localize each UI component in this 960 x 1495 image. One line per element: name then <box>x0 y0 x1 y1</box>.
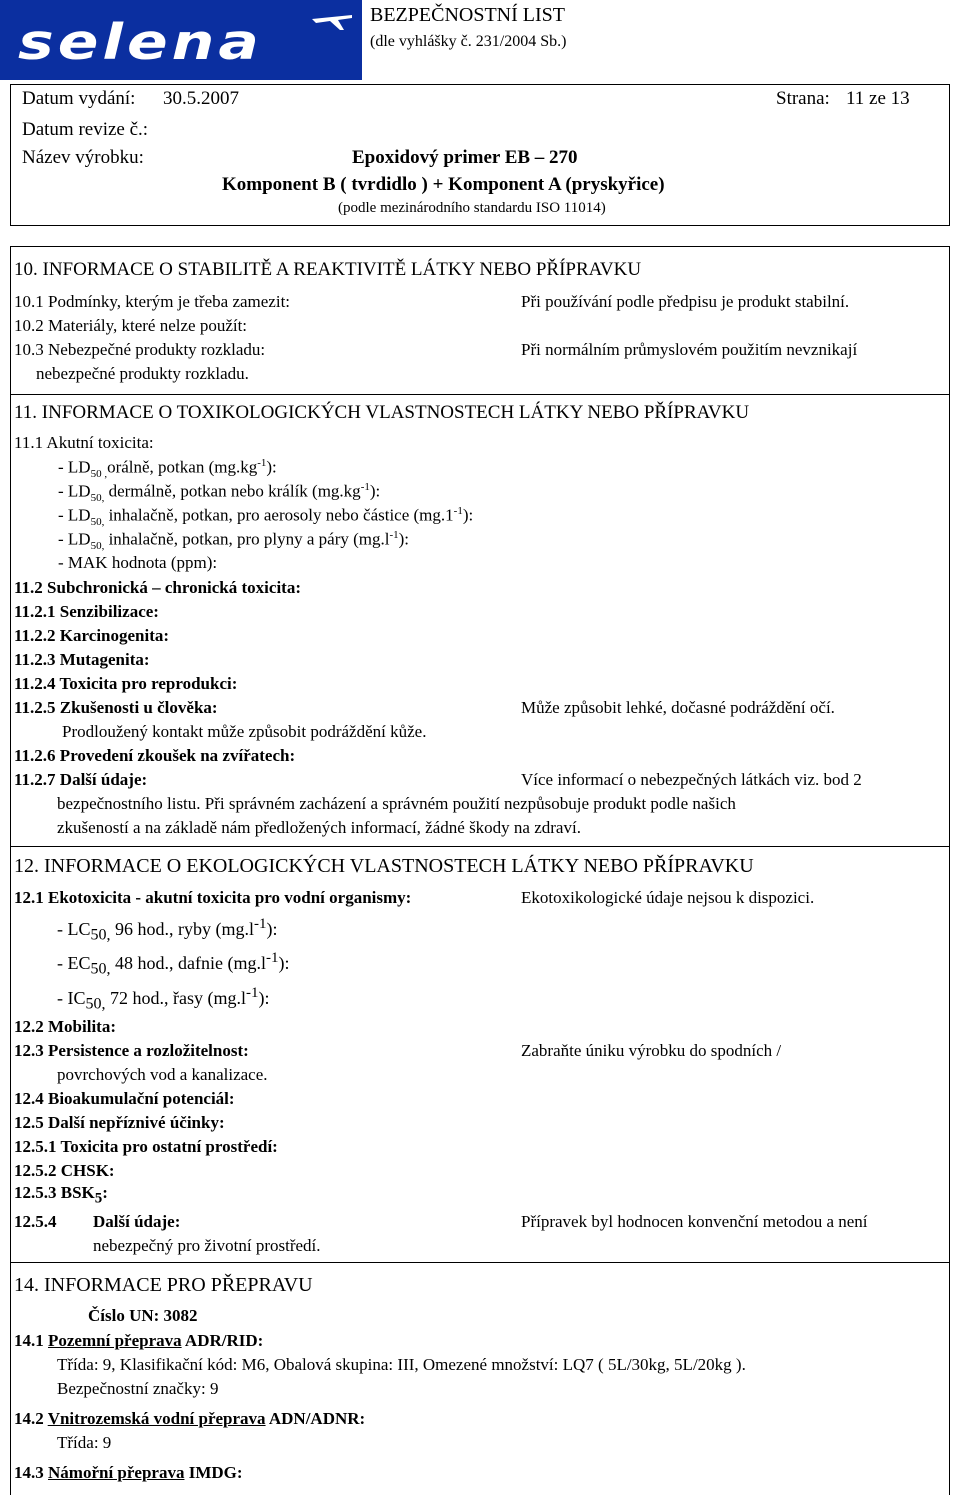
s11-2-5-continuation: Prodloužený kontakt může způsobit podráždění kůže. <box>62 722 427 741</box>
s12-4-label: 12.4 Bioakumulační potenciál: <box>14 1089 235 1108</box>
s14-3-number: 14.3 <box>14 1463 44 1482</box>
divider <box>10 394 950 395</box>
s10-1-value: Při používání podle předpisu je produkt stabilní. <box>521 292 850 311</box>
inland-standard: ADN/ADNR: <box>268 1409 366 1428</box>
ld-inh-aer-text: inhalačně, potkan, pro aerosoly nebo částice (mg.1 <box>108 505 454 525</box>
ic-subscript: 50, <box>85 995 106 1013</box>
road-standard: ADR/RID: <box>184 1331 264 1350</box>
s10-3-label: 10.3 Nebezpečné produkty rozkladu: <box>14 340 266 359</box>
closing: ): <box>258 988 270 1008</box>
exponent: -1 <box>389 529 399 541</box>
s12-2-label: 12.2 Mobilita: <box>14 1017 116 1036</box>
section-12-heading: 12. INFORMACE O EKOLOGICKÝCH VLASTNOSTECH LÁTKY NEBO PŘÍPRAVKU <box>14 855 754 877</box>
divider <box>10 1262 950 1263</box>
ld-dermal-text: dermálně, potkan nebo králík (mg.kg <box>108 481 361 501</box>
sea-standard: IMDG: <box>188 1463 243 1482</box>
closing: ): <box>278 953 290 973</box>
road-transport-link: Pozemní přeprava <box>48 1331 182 1350</box>
closing: ): <box>266 919 278 939</box>
ld-prefix: - LD <box>58 529 91 549</box>
s11-2-2-label: 11.2.2 Karcinogenita: <box>14 626 170 645</box>
ic50-row <box>57 985 269 1014</box>
s10-1-label: 10.1 Podmínky, kterým je třeba zamezit: <box>14 292 291 311</box>
sea-transport-link: Námořní přeprava <box>48 1463 185 1482</box>
s11-2-7-cont-2: zkušeností a na základě nám předložených informací, žádné škody na zdraví. <box>57 818 581 837</box>
exponent: -1 <box>453 505 463 517</box>
page-label: Strana: <box>776 88 830 109</box>
ld-prefix: - LD <box>58 457 91 477</box>
ic-prefix: - IC <box>57 988 86 1008</box>
issue-date: 30.5.2007 <box>163 88 239 109</box>
company-logo <box>0 0 362 80</box>
s11-2-4-label: 11.2.4 Toxicita pro reprodukci: <box>14 674 238 693</box>
s11-2-3-label: 11.2.3 Mutagenita: <box>14 650 150 669</box>
ld-prefix: - LD <box>58 505 91 525</box>
ld-subscript: 50, <box>90 540 105 553</box>
s12-5-4-continuation: nebezpečný pro životní prostředí. <box>93 1236 321 1255</box>
lc-text: 96 hod., ryby (mg.l <box>115 919 254 939</box>
bsk-prefix: 12.5.3 BSK <box>14 1183 95 1202</box>
s12-3-value: Zabraňte úniku výrobku do spodních / <box>521 1041 782 1060</box>
airplane-icon <box>310 6 354 32</box>
ld50-inhalation-aerosol <box>58 505 473 528</box>
mak-value: - MAK hodnota (ppm): <box>58 553 218 572</box>
bsk-colon: : <box>102 1183 108 1202</box>
ld-subscript: 50, <box>90 492 105 505</box>
ec50-row <box>57 950 289 979</box>
closing: ): <box>462 505 474 525</box>
road-detail: Třída: 9, Klasifikační kód: M6, Obalová skupina: III, Omezené množství: LQ7 ( 5L/30kg, 5L/20kg ). <box>57 1355 746 1374</box>
s12-5-2-label: 12.5.2 CHSK: <box>14 1161 115 1180</box>
section-11-heading: 11. INFORMACE O TOXIKOLOGICKÝCH VLASTNOSTECH LÁTKY NEBO PŘÍPRAVKU <box>14 402 750 423</box>
s12-5-4-value: Přípravek byl hodnocen konvenční metodou a není <box>521 1212 868 1231</box>
document-subtitle: (dle vyhlášky č. 231/2004 Sb.) <box>370 33 567 50</box>
ld50-oral <box>58 457 277 480</box>
ld-inh-gas-text: inhalačně, potkan, pro plyny a páry (mg.l <box>108 529 390 549</box>
lc-prefix: - LC <box>57 919 91 939</box>
s10-2-label: 10.2 Materiály, které nelze použít: <box>14 316 248 335</box>
ic-text: 72 hod., řasy (mg.l <box>110 988 246 1008</box>
s12-3-continuation: povrchových vod a kanalizace. <box>57 1065 268 1084</box>
closing: ): <box>369 481 381 501</box>
lc-subscript: 50, <box>90 926 111 944</box>
s14-3-label <box>14 1463 243 1483</box>
ec-subscript: 50, <box>90 960 111 978</box>
s11-2-6-label: 11.2.6 Provedení zkoušek na zvířatech: <box>14 746 296 765</box>
s11-2-7-label: 11.2.7 Další údaje: <box>14 770 148 789</box>
s14-2-number: 14.2 <box>14 1409 44 1428</box>
s12-5-4-label: Další údaje: <box>93 1212 181 1231</box>
s11-2-5-label: 11.2.5 Zkušenosti u člověka: <box>14 698 218 717</box>
s11-2-5-value: Může způsobit lehké, dočasné podráždění očí. <box>521 698 835 717</box>
s14-1-number: 14.1 <box>14 1331 44 1350</box>
s11-2-label: 11.2 Subchronická – chronická toxicita: <box>14 578 301 597</box>
ld-subscript: 50 , <box>90 468 108 481</box>
inland-transport-link: Vnitrozemská vodní přeprava <box>47 1409 266 1428</box>
un-number: Číslo UN: 3082 <box>88 1306 198 1325</box>
s14-2-label <box>14 1409 365 1429</box>
logo-wordmark: selena <box>18 14 263 72</box>
closing: ): <box>266 457 277 477</box>
s11-1-label: 11.1 Akutní toxicita: <box>14 433 154 452</box>
section-14-heading: 14. INFORMACE PRO PŘEPRAVU <box>14 1274 313 1296</box>
ld50-inhalation-gas <box>58 529 409 552</box>
ld-oral-text: orálně, potkan (mg.kg <box>107 457 258 477</box>
document-title: BEZPEČNOSTNÍ LIST <box>370 4 565 26</box>
ld-prefix: - LD <box>58 481 91 501</box>
bsk-subscript: 5 <box>94 1190 103 1207</box>
s11-2-7-cont-1: bezpečnostního listu. Při správném zacházení a správném použití nezpůsobuje produkt podle našich <box>57 794 736 813</box>
s10-3-value: Při normálním průmyslovém použitím nevznikají <box>521 340 858 359</box>
inland-class: Třída: 9 <box>57 1433 112 1452</box>
product-name: Epoxidový primer EB – 270 <box>352 147 578 168</box>
divider <box>10 846 950 847</box>
section-10-heading: 10. INFORMACE O STABILITĚ A REAKTIVITĚ LÁTKY NEBO PŘÍPRAVKU <box>14 259 642 280</box>
ec-text: 48 hod., dafnie (mg.l <box>115 953 266 973</box>
s12-5-3-label <box>14 1183 108 1207</box>
product-label: Název výrobku: <box>22 147 144 168</box>
page-number: 11 ze 13 <box>846 88 910 109</box>
s12-3-label: 12.3 Persistence a rozložitelnost: <box>14 1041 249 1060</box>
s12-1-label: 12.1 Ekotoxicita - akutní toxicita pro vodní organismy: <box>14 888 412 907</box>
exponent: -1 <box>265 950 279 966</box>
s12-5-1-label: 12.5.1 Toxicita pro ostatní prostředí: <box>14 1137 278 1156</box>
ld50-dermal <box>58 481 380 504</box>
s12-5-4-number: 12.5.4 <box>14 1212 57 1231</box>
closing: ): <box>398 529 410 549</box>
road-sign: Bezpečnostní značky: 9 <box>57 1379 219 1398</box>
product-components: Komponent B ( tvrdidlo ) + Komponent A (pryskyřice) <box>222 174 665 195</box>
s14-1-label <box>14 1331 263 1351</box>
s11-2-1-label: 11.2.1 Senzibilizace: <box>14 602 159 621</box>
lc50-row <box>57 916 278 945</box>
ld-subscript: 50, <box>90 516 105 529</box>
exponent: -1 <box>360 481 370 493</box>
s11-2-7-value: Více informací o nebezpečných látkách viz. bod 2 <box>521 770 862 789</box>
exponent: -1 <box>245 985 259 1001</box>
exponent: -1 <box>254 916 267 932</box>
s12-5-label: 12.5 Další nepříznivé účinky: <box>14 1113 225 1132</box>
s10-3-continuation: nebezpečné produkty rozkladu. <box>36 364 249 383</box>
ec-prefix: - EC <box>57 953 91 973</box>
exponent: -1 <box>257 457 267 469</box>
revision-label: Datum revize č.: <box>22 119 149 140</box>
issue-date-label: Datum vydání: <box>22 88 136 109</box>
standard-note: (podle mezinárodního standardu ISO 11014) <box>338 200 606 216</box>
s12-1-value: Ekotoxikologické údaje nejsou k dispozici. <box>521 888 815 907</box>
